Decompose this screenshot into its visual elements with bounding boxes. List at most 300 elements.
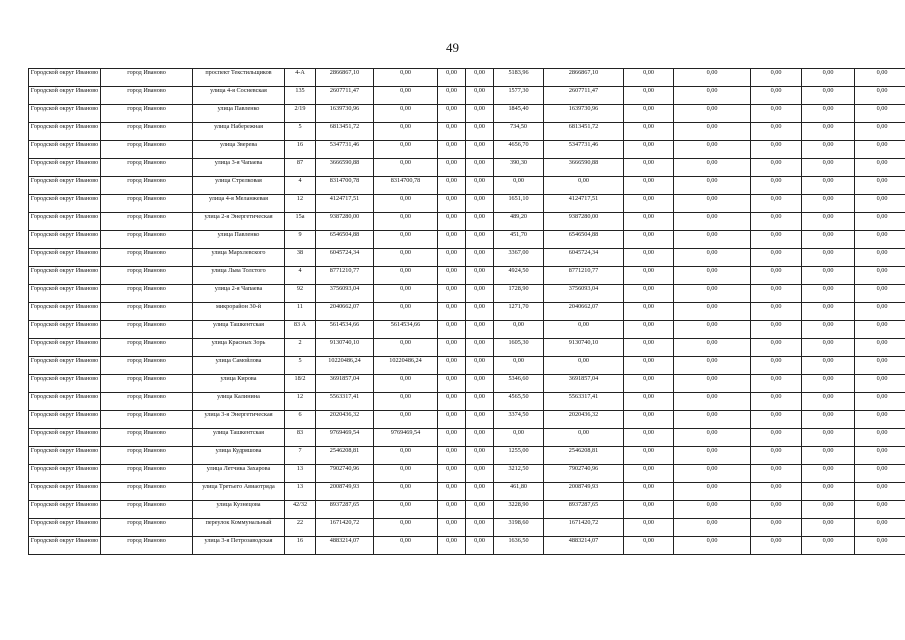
cell-street: улица 3-я Петрозаводская [193,537,285,555]
cell-settlement: город Иваново [101,213,193,231]
cell-col-10: 2020436,32 [544,411,624,429]
cell-col-11: 0,00 [624,519,674,537]
table-row [29,357,905,375]
cell-col-15: 0,00 [855,123,905,141]
cell-settlement: город Иваново [101,87,193,105]
cell-house-number: 18/2 [285,375,316,393]
table-row [29,285,905,303]
cell-col-14: 0,00 [802,141,855,159]
table-row [29,69,905,87]
cell-house-number: 4 [285,267,316,285]
cell-col-8: 0,00 [466,483,494,501]
cell-col-8: 0,00 [466,105,494,123]
cell-col-6: 0,00 [374,87,438,105]
cell-col-10: 2546208,81 [544,447,624,465]
cell-area: 4656,70 [494,141,544,159]
cell-col-13: 0,00 [751,87,802,105]
cell-area: 3228,90 [494,501,544,519]
cell-col-14: 0,00 [802,447,855,465]
cell-col-15: 0,00 [855,411,905,429]
cell-area: 3212,50 [494,465,544,483]
cell-house-number: 42/32 [285,501,316,519]
cell-col-8: 0,00 [466,321,494,339]
cell-col-6: 0,00 [374,123,438,141]
cell-house-number: 38 [285,249,316,267]
cell-col-7: 0,00 [438,447,466,465]
cell-col-8: 0,00 [466,357,494,375]
cell-col-12: 0,00 [674,213,751,231]
cell-col-7: 0,00 [438,177,466,195]
table-row [29,375,905,393]
cell-col-12: 0,00 [674,375,751,393]
cell-col-13: 0,00 [751,393,802,411]
cell-col-12: 0,00 [674,357,751,375]
cell-col-12: 0,00 [674,429,751,447]
cell-col-6: 0,00 [374,465,438,483]
cell-street: улица Летчика Захарова [193,465,285,483]
cell-total-cost: 7902740,96 [316,465,374,483]
cell-street: улица 4-я Меланжевая [193,195,285,213]
table-row [29,537,905,555]
cell-col-11: 0,00 [624,249,674,267]
cell-col-13: 0,00 [751,375,802,393]
cell-col-8: 0,00 [466,195,494,213]
cell-col-8: 0,00 [466,393,494,411]
cell-col-14: 0,00 [802,321,855,339]
cell-col-15: 0,00 [855,213,905,231]
cell-col-6: 0,00 [374,213,438,231]
cell-street: улица Льва Толстого [193,267,285,285]
cell-col-12: 0,00 [674,267,751,285]
cell-street: улица Ташкентская [193,429,285,447]
cell-house-number: 6 [285,411,316,429]
cell-house-number: 4 [285,177,316,195]
cell-settlement: город Иваново [101,159,193,177]
cell-street: улица Ташкентская [193,321,285,339]
cell-col-6: 0,00 [374,159,438,177]
cell-house-number: 92 [285,285,316,303]
cell-col-10: 4124717,51 [544,195,624,213]
cell-col-6: 5614534,66 [374,321,438,339]
cell-col-8: 0,00 [466,213,494,231]
cell-total-cost: 8937287,65 [316,501,374,519]
cell-col-15: 0,00 [855,267,905,285]
cell-col-8: 0,00 [466,141,494,159]
cell-area: 0,00 [494,177,544,195]
cell-municipality: Городской округ Иваново [29,393,101,411]
cell-col-15: 0,00 [855,321,905,339]
cell-col-15: 0,00 [855,375,905,393]
cell-house-number: 16 [285,141,316,159]
cell-area: 0,00 [494,321,544,339]
cell-col-10: 2040662,07 [544,303,624,321]
cell-col-15: 0,00 [855,177,905,195]
cell-col-13: 0,00 [751,483,802,501]
cell-col-7: 0,00 [438,303,466,321]
cell-col-12: 0,00 [674,519,751,537]
cell-col-13: 0,00 [751,321,802,339]
cell-col-8: 0,00 [466,519,494,537]
cell-settlement: город Иваново [101,195,193,213]
cell-street: улица Кудряшова [193,447,285,465]
cell-settlement: город Иваново [101,249,193,267]
cell-col-8: 0,00 [466,231,494,249]
table-row [29,105,905,123]
cell-total-cost: 2546208,81 [316,447,374,465]
cell-col-12: 0,00 [674,339,751,357]
cell-col-7: 0,00 [438,501,466,519]
cell-settlement: город Иваново [101,375,193,393]
cell-settlement: город Иваново [101,501,193,519]
cell-house-number: 12 [285,393,316,411]
cell-col-14: 0,00 [802,105,855,123]
cell-house-number: 22 [285,519,316,537]
cell-area: 0,00 [494,357,544,375]
table-row [29,123,905,141]
cell-col-8: 0,00 [466,537,494,555]
cell-col-10: 0,00 [544,321,624,339]
cell-settlement: город Иваново [101,483,193,501]
cell-municipality: Городской округ Иваново [29,159,101,177]
cell-col-14: 0,00 [802,231,855,249]
cell-col-10: 8771210,77 [544,267,624,285]
cell-street: улица 2-я Чапаева [193,285,285,303]
cell-col-8: 0,00 [466,429,494,447]
cell-col-7: 0,00 [438,519,466,537]
cell-col-12: 0,00 [674,483,751,501]
table-row [29,321,905,339]
cell-col-12: 0,00 [674,159,751,177]
cell-col-8: 0,00 [466,501,494,519]
cell-area: 3198,60 [494,519,544,537]
cell-col-6: 0,00 [374,519,438,537]
cell-total-cost: 4883214,07 [316,537,374,555]
table-row [29,159,905,177]
cell-house-number: 83 А [285,321,316,339]
cell-col-13: 0,00 [751,465,802,483]
cell-house-number: 5 [285,123,316,141]
cell-col-15: 0,00 [855,105,905,123]
cell-street: улица Красных Зорь [193,339,285,357]
register-table [28,68,905,555]
cell-settlement: город Иваново [101,123,193,141]
cell-col-10: 3666590,88 [544,159,624,177]
cell-settlement: город Иваново [101,519,193,537]
cell-house-number: 12 [285,195,316,213]
cell-col-12: 0,00 [674,303,751,321]
table-row [29,411,905,429]
cell-col-15: 0,00 [855,519,905,537]
cell-col-11: 0,00 [624,303,674,321]
cell-col-14: 0,00 [802,501,855,519]
cell-col-14: 0,00 [802,393,855,411]
cell-col-11: 0,00 [624,231,674,249]
cell-col-12: 0,00 [674,87,751,105]
cell-col-15: 0,00 [855,249,905,267]
cell-street: проспект Текстильщиков [193,69,285,87]
cell-area: 461,80 [494,483,544,501]
cell-col-11: 0,00 [624,357,674,375]
cell-municipality: Городской округ Иваново [29,213,101,231]
table-row [29,519,905,537]
cell-col-14: 0,00 [802,357,855,375]
cell-area: 1255,00 [494,447,544,465]
cell-col-7: 0,00 [438,213,466,231]
cell-area: 3374,50 [494,411,544,429]
cell-total-cost: 1671420,72 [316,519,374,537]
table-row [29,501,905,519]
cell-area: 5346,60 [494,375,544,393]
cell-total-cost: 8314700,78 [316,177,374,195]
cell-col-6: 0,00 [374,483,438,501]
cell-col-6: 0,00 [374,537,438,555]
cell-col-7: 0,00 [438,267,466,285]
cell-col-7: 0,00 [438,285,466,303]
cell-house-number: 13 [285,465,316,483]
cell-col-6: 0,00 [374,249,438,267]
cell-col-6: 0,00 [374,231,438,249]
cell-area: 1577,30 [494,87,544,105]
cell-area: 1728,90 [494,285,544,303]
cell-settlement: город Иваново [101,285,193,303]
table-row [29,393,905,411]
cell-col-6: 0,00 [374,501,438,519]
cell-col-6: 0,00 [374,447,438,465]
cell-house-number: 9 [285,231,316,249]
cell-col-8: 0,00 [466,375,494,393]
cell-total-cost: 5347731,46 [316,141,374,159]
cell-municipality: Городской округ Иваново [29,429,101,447]
cell-municipality: Городской округ Иваново [29,465,101,483]
cell-col-11: 0,00 [624,213,674,231]
cell-col-15: 0,00 [855,195,905,213]
cell-area: 1651,10 [494,195,544,213]
cell-col-8: 0,00 [466,249,494,267]
cell-total-cost: 5614534,66 [316,321,374,339]
cell-col-8: 0,00 [466,123,494,141]
cell-settlement: город Иваново [101,447,193,465]
cell-col-7: 0,00 [438,483,466,501]
cell-col-11: 0,00 [624,177,674,195]
cell-col-15: 0,00 [855,393,905,411]
cell-col-10: 6813451,72 [544,123,624,141]
cell-col-8: 0,00 [466,177,494,195]
cell-municipality: Городской округ Иваново [29,249,101,267]
cell-col-15: 0,00 [855,303,905,321]
cell-col-6: 0,00 [374,195,438,213]
cell-col-14: 0,00 [802,69,855,87]
cell-street: микрорайон 30-й [193,303,285,321]
cell-settlement: город Иваново [101,357,193,375]
cell-total-cost: 9387280,00 [316,213,374,231]
table-row [29,213,905,231]
cell-col-10: 5563317,41 [544,393,624,411]
cell-municipality: Городской округ Иваново [29,123,101,141]
cell-settlement: город Иваново [101,141,193,159]
cell-municipality: Городской округ Иваново [29,195,101,213]
cell-col-6: 0,00 [374,267,438,285]
cell-col-11: 0,00 [624,195,674,213]
cell-street: улица Павленко [193,105,285,123]
cell-settlement: город Иваново [101,465,193,483]
table-row [29,465,905,483]
cell-col-12: 0,00 [674,321,751,339]
cell-col-13: 0,00 [751,519,802,537]
cell-settlement: город Иваново [101,393,193,411]
cell-total-cost: 6813451,72 [316,123,374,141]
cell-col-12: 0,00 [674,195,751,213]
cell-total-cost: 8771210,77 [316,267,374,285]
table-row [29,303,905,321]
cell-street: улица Зверева [193,141,285,159]
cell-col-10: 0,00 [544,177,624,195]
cell-col-8: 0,00 [466,303,494,321]
cell-area: 1605,30 [494,339,544,357]
cell-col-15: 0,00 [855,429,905,447]
cell-col-11: 0,00 [624,159,674,177]
cell-area: 0,00 [494,429,544,447]
cell-street: улица Мархлевского [193,249,285,267]
cell-col-15: 0,00 [855,483,905,501]
cell-col-7: 0,00 [438,249,466,267]
cell-total-cost: 2607711,47 [316,87,374,105]
cell-col-11: 0,00 [624,537,674,555]
cell-col-13: 0,00 [751,447,802,465]
cell-col-11: 0,00 [624,69,674,87]
cell-municipality: Городской округ Иваново [29,519,101,537]
cell-col-15: 0,00 [855,87,905,105]
cell-col-6: 0,00 [374,303,438,321]
page-number: 49 [446,40,459,55]
cell-col-7: 0,00 [438,375,466,393]
table-row [29,195,905,213]
cell-col-11: 0,00 [624,123,674,141]
cell-total-cost: 3756093,04 [316,285,374,303]
cell-municipality: Городской округ Иваново [29,339,101,357]
cell-area: 734,50 [494,123,544,141]
cell-col-10: 0,00 [544,429,624,447]
cell-col-13: 0,00 [751,249,802,267]
table-row [29,87,905,105]
cell-house-number: 13 [285,483,316,501]
cell-col-7: 0,00 [438,195,466,213]
cell-total-cost: 2040662,07 [316,303,374,321]
cell-col-8: 0,00 [466,159,494,177]
cell-col-14: 0,00 [802,285,855,303]
cell-col-15: 0,00 [855,69,905,87]
cell-col-12: 0,00 [674,447,751,465]
cell-col-11: 0,00 [624,285,674,303]
cell-col-6: 0,00 [374,393,438,411]
cell-street: улица 4-я Сосневская [193,87,285,105]
cell-col-15: 0,00 [855,357,905,375]
cell-street: улица 3-я Чапаева [193,159,285,177]
cell-col-15: 0,00 [855,537,905,555]
cell-col-11: 0,00 [624,411,674,429]
cell-col-14: 0,00 [802,249,855,267]
cell-settlement: город Иваново [101,321,193,339]
cell-total-cost: 10220486,24 [316,357,374,375]
cell-settlement: город Иваново [101,105,193,123]
cell-total-cost: 5563317,41 [316,393,374,411]
cell-col-13: 0,00 [751,339,802,357]
cell-col-11: 0,00 [624,375,674,393]
cell-col-12: 0,00 [674,285,751,303]
cell-col-6: 8314700,78 [374,177,438,195]
cell-col-6: 9769469,54 [374,429,438,447]
cell-col-6: 0,00 [374,285,438,303]
cell-col-7: 0,00 [438,339,466,357]
cell-area: 451,70 [494,231,544,249]
cell-col-13: 0,00 [751,303,802,321]
cell-total-cost: 6546504,88 [316,231,374,249]
cell-col-7: 0,00 [438,465,466,483]
cell-col-11: 0,00 [624,465,674,483]
table-row [29,447,905,465]
cell-col-10: 7902740,96 [544,465,624,483]
cell-col-10: 8937287,65 [544,501,624,519]
cell-col-11: 0,00 [624,321,674,339]
cell-col-14: 0,00 [802,87,855,105]
cell-col-11: 0,00 [624,339,674,357]
cell-house-number: 7 [285,447,316,465]
cell-col-12: 0,00 [674,393,751,411]
cell-total-cost: 9130740,10 [316,339,374,357]
cell-col-14: 0,00 [802,519,855,537]
table-row [29,231,905,249]
cell-street: улица Кузнецова [193,501,285,519]
cell-col-7: 0,00 [438,231,466,249]
cell-col-13: 0,00 [751,105,802,123]
cell-col-11: 0,00 [624,447,674,465]
cell-col-12: 0,00 [674,501,751,519]
cell-house-number: 16 [285,537,316,555]
cell-settlement: город Иваново [101,267,193,285]
cell-municipality: Городской округ Иваново [29,231,101,249]
cell-municipality: Городской округ Иваново [29,69,101,87]
cell-col-14: 0,00 [802,465,855,483]
cell-col-14: 0,00 [802,213,855,231]
cell-col-13: 0,00 [751,285,802,303]
cell-col-8: 0,00 [466,411,494,429]
cell-house-number: 135 [285,87,316,105]
cell-col-12: 0,00 [674,141,751,159]
cell-col-13: 0,00 [751,537,802,555]
cell-house-number: 2 [285,339,316,357]
cell-col-6: 0,00 [374,105,438,123]
cell-col-15: 0,00 [855,285,905,303]
cell-col-15: 0,00 [855,465,905,483]
cell-col-10: 3756093,04 [544,285,624,303]
cell-col-13: 0,00 [751,501,802,519]
cell-street: улица Калинина [193,393,285,411]
cell-col-14: 0,00 [802,429,855,447]
cell-house-number: 11 [285,303,316,321]
cell-col-11: 0,00 [624,483,674,501]
cell-col-8: 0,00 [466,69,494,87]
cell-municipality: Городской округ Иваново [29,375,101,393]
table-row [29,177,905,195]
cell-settlement: город Иваново [101,339,193,357]
cell-house-number: 2/19 [285,105,316,123]
cell-col-6: 0,00 [374,375,438,393]
cell-area: 4565,50 [494,393,544,411]
cell-total-cost: 2008749,93 [316,483,374,501]
cell-col-6: 0,00 [374,411,438,429]
cell-col-15: 0,00 [855,339,905,357]
cell-house-number: 5 [285,357,316,375]
cell-street: улица Третьего Авиаотряда [193,483,285,501]
